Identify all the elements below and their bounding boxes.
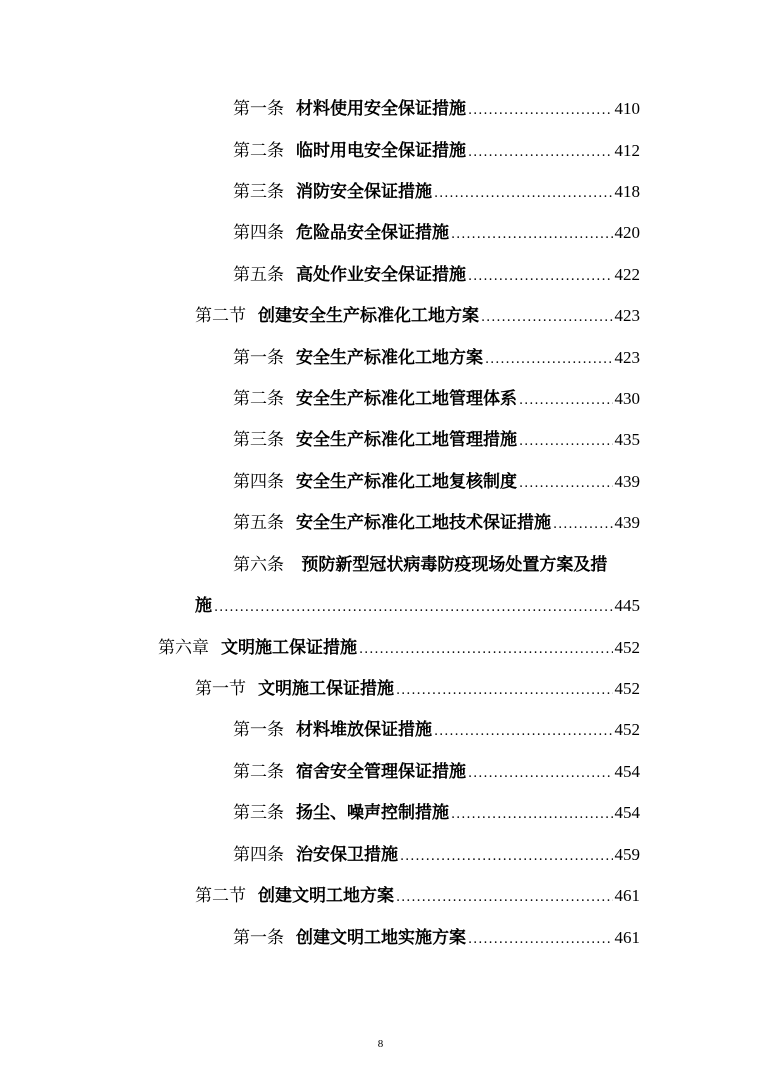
page-number: 8 bbox=[377, 1038, 384, 1050]
toc-entry-page: 454 bbox=[614, 762, 640, 781]
toc-entry-number: 第三条 bbox=[233, 803, 284, 823]
toc-entry-page: 420 bbox=[614, 223, 640, 242]
toc-leader-dots bbox=[400, 845, 613, 869]
toc-entry[interactable] bbox=[233, 346, 640, 370]
toc-leader-dots bbox=[481, 306, 613, 330]
toc-entry-number: 第四条 bbox=[233, 472, 284, 492]
toc-entry-number: 第三条 bbox=[233, 182, 284, 202]
toc-entry[interactable] bbox=[195, 884, 640, 908]
toc-entry-page: 459 bbox=[614, 845, 640, 864]
toc-entry-number: 第二条 bbox=[233, 762, 284, 782]
toc-entry[interactable] bbox=[233, 180, 640, 204]
toc-leader-dots bbox=[451, 803, 613, 827]
toc-entry-title: 创建文明工地实施方案 bbox=[296, 928, 466, 948]
toc-entry-title: 危险品安全保证措施 bbox=[296, 223, 449, 243]
toc-entry[interactable] bbox=[158, 636, 640, 660]
toc-entry-number: 第六条 bbox=[233, 555, 284, 575]
toc-entry[interactable] bbox=[233, 139, 640, 163]
toc-entry-title: 扬尘、噪声控制措施 bbox=[296, 803, 449, 823]
toc-entry-title: 创建安全生产标准化工地方案 bbox=[258, 306, 479, 326]
toc-entry-title: 安全生产标准化工地方案 bbox=[296, 348, 483, 368]
toc-entry[interactable] bbox=[233, 428, 640, 452]
toc-entry-number: 第五条 bbox=[233, 265, 284, 285]
toc-leader-dots bbox=[485, 348, 613, 372]
toc-entry-page: 435 bbox=[614, 430, 640, 449]
toc-entry-number: 第二条 bbox=[233, 389, 284, 409]
toc-entry-number: 第一条 bbox=[233, 348, 284, 368]
toc-entry-number: 第一条 bbox=[233, 928, 284, 948]
toc-entry-title: 消防安全保证措施 bbox=[296, 182, 432, 202]
toc-entry-page: 410 bbox=[614, 99, 640, 118]
toc-leader-dots bbox=[468, 762, 613, 786]
toc-entry-number: 第三条 bbox=[233, 430, 284, 450]
toc-entry-title: 文明施工保证措施 bbox=[221, 638, 357, 658]
toc-entry[interactable] bbox=[233, 511, 640, 535]
toc-entry-title: 创建文明工地方案 bbox=[258, 886, 394, 906]
toc-leader-dots bbox=[468, 141, 613, 165]
toc-entry-number: 第一条 bbox=[233, 720, 284, 740]
toc-entry-title: 宿舍安全管理保证措施 bbox=[296, 762, 466, 782]
toc-entry-number: 第二节 bbox=[195, 306, 246, 326]
toc-entry[interactable] bbox=[233, 926, 640, 950]
toc-entry-title: 安全生产标准化工地管理措施 bbox=[296, 430, 517, 450]
toc-entry-number: 第一节 bbox=[195, 679, 246, 699]
toc-entry[interactable] bbox=[233, 801, 640, 825]
toc-entry[interactable] bbox=[195, 677, 640, 701]
toc-entry-page: 423 bbox=[614, 306, 640, 325]
toc-leader-dots bbox=[214, 596, 613, 620]
toc-entry-page: 452 bbox=[614, 679, 640, 698]
toc-leader-dots bbox=[468, 265, 613, 289]
toc-leader-dots bbox=[519, 430, 613, 454]
toc-entry-title: 治安保卫措施 bbox=[296, 845, 398, 865]
toc-entry-page: 418 bbox=[614, 182, 640, 201]
toc-entry-title: 材料使用安全保证措施 bbox=[296, 99, 466, 119]
toc-entry-page: 461 bbox=[614, 886, 640, 905]
toc-entry[interactable] bbox=[233, 263, 640, 287]
toc-entry-title: 施 bbox=[195, 596, 212, 616]
toc-leader-dots bbox=[451, 223, 613, 247]
toc-entry-number: 第六章 bbox=[158, 638, 209, 658]
toc-entry-number: 第四条 bbox=[233, 845, 284, 865]
toc-entry-title: 文明施工保证措施 bbox=[258, 679, 394, 699]
toc-leader-dots bbox=[396, 679, 613, 703]
toc-entry-page: 412 bbox=[614, 141, 640, 160]
toc-entry-page: 452 bbox=[614, 720, 640, 739]
toc-entry[interactable] bbox=[233, 387, 640, 411]
toc-entry-title: 安全生产标准化工地管理体系 bbox=[296, 389, 517, 409]
toc-entry-number: 第五条 bbox=[233, 513, 284, 533]
toc-entry-page: 452 bbox=[614, 638, 640, 657]
toc-leader-dots bbox=[468, 928, 613, 952]
toc-entry[interactable] bbox=[233, 97, 640, 121]
toc-entry[interactable] bbox=[195, 304, 640, 328]
toc-leader-dots bbox=[359, 638, 613, 662]
toc-leader-dots bbox=[519, 472, 613, 496]
toc-entry-page: 430 bbox=[614, 389, 640, 408]
toc-entry-number: 第二节 bbox=[195, 886, 246, 906]
toc-entry-title: 安全生产标准化工地复核制度 bbox=[296, 472, 517, 492]
toc-entry[interactable] bbox=[233, 470, 640, 494]
toc-entry[interactable] bbox=[233, 843, 640, 867]
toc-entry-title: 材料堆放保证措施 bbox=[296, 720, 432, 740]
toc-entry[interactable] bbox=[233, 553, 607, 577]
toc-entry[interactable] bbox=[233, 718, 640, 742]
toc-leader-dots bbox=[434, 182, 613, 206]
toc-entry-number: 第一条 bbox=[233, 99, 284, 119]
toc-entry-page: 445 bbox=[614, 596, 640, 615]
toc-entry-title: 高处作业安全保证措施 bbox=[296, 265, 466, 285]
toc-entry-page: 423 bbox=[614, 348, 640, 367]
toc-entry-page: 461 bbox=[614, 928, 640, 947]
toc-entry-page: 439 bbox=[614, 472, 640, 491]
toc-entry-continuation[interactable] bbox=[195, 594, 640, 618]
toc-entry-page: 439 bbox=[614, 513, 640, 532]
toc-leader-dots bbox=[519, 389, 613, 413]
toc-leader-dots bbox=[434, 720, 613, 744]
toc-entry-number: 第四条 bbox=[233, 223, 284, 243]
toc-entry-page: 454 bbox=[614, 803, 640, 822]
toc-leader-dots bbox=[553, 513, 613, 537]
toc-entry-title: 安全生产标准化工地技术保证措施 bbox=[296, 513, 551, 533]
toc-leader-dots bbox=[396, 886, 613, 910]
toc-entry[interactable] bbox=[233, 221, 640, 245]
toc-entry-page: 422 bbox=[614, 265, 640, 284]
toc-entry-title: 预防新型冠状病毒防疫现场处置方案及措 bbox=[301, 555, 608, 575]
toc-leader-dots bbox=[468, 99, 613, 123]
toc-entry-number: 第二条 bbox=[233, 141, 284, 161]
toc-entry-title: 临时用电安全保证措施 bbox=[296, 141, 466, 161]
toc-entry[interactable] bbox=[233, 760, 640, 784]
